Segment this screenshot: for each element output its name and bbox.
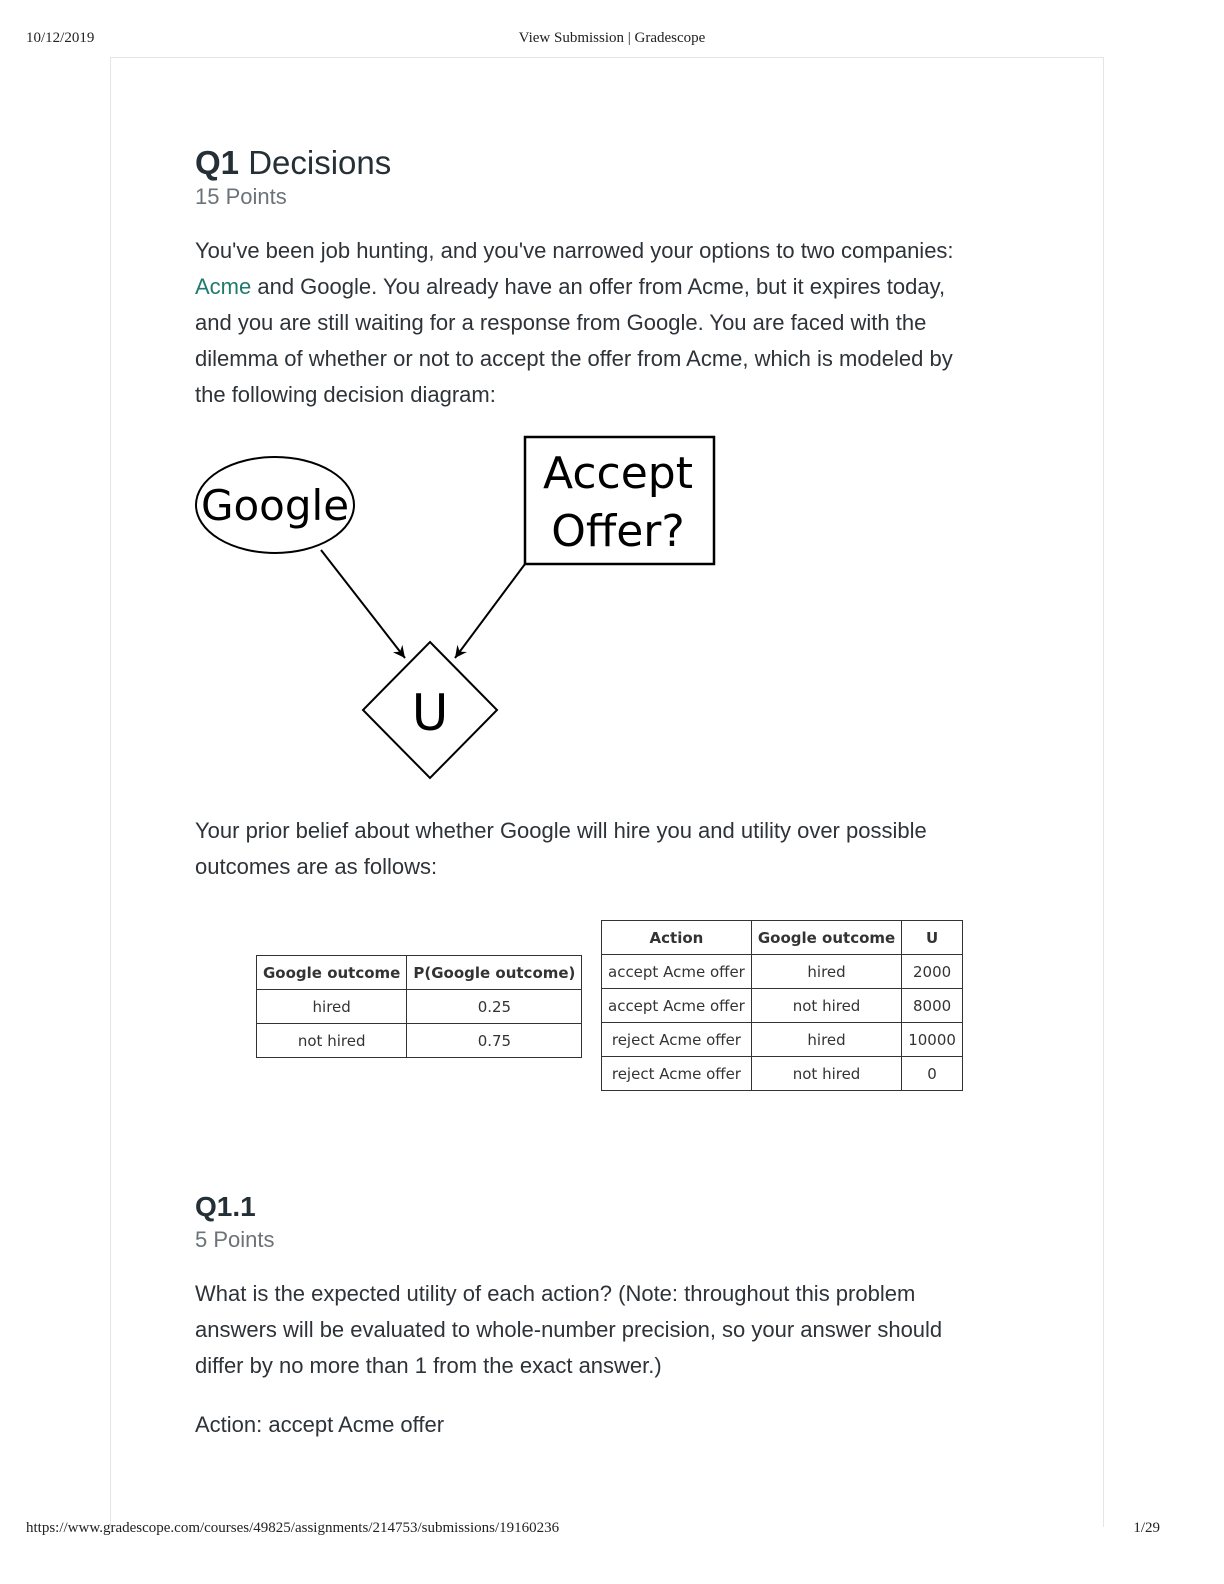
- column-header: Action: [602, 921, 752, 955]
- utility-table: [601, 920, 963, 1091]
- table-row: [602, 989, 963, 1023]
- column-header: U: [902, 921, 963, 955]
- offer-to-utility-arrow: [455, 564, 525, 658]
- table-cell: not hired: [751, 1057, 901, 1091]
- print-header: [0, 30, 1224, 50]
- table-row: [602, 1057, 963, 1091]
- action-label: Action: accept Acme offer: [195, 1412, 445, 1437]
- print-date: 10/12/2019: [26, 30, 95, 46]
- table-cell: 0.25: [407, 990, 582, 1024]
- probability-table: [256, 955, 582, 1058]
- subquestion-number: Q1.1: [195, 1191, 256, 1222]
- prior-belief-text: [195, 813, 1025, 885]
- acme-link[interactable]: Acme: [195, 274, 252, 299]
- table-row: [602, 1023, 963, 1057]
- google-to-utility-arrow: [321, 550, 405, 658]
- table-cell: not hired: [257, 1024, 407, 1058]
- table-cell: 0.75: [407, 1024, 582, 1058]
- intro-line: You've been job hunting, and you've narrowed your options to two companies:: [195, 238, 954, 263]
- prior-line: outcomes are as follows:: [195, 854, 438, 879]
- page-number: 1/29: [1133, 1520, 1160, 1536]
- intro-line: [195, 269, 1025, 305]
- intro-line: the following decision diagram:: [195, 382, 496, 407]
- subquestion-line: differ by no more than 1 from the exact answer.): [195, 1353, 662, 1378]
- print-page-title: View Submission | Gradescope: [518, 30, 706, 46]
- subquestion-line: answers will be evaluated to whole-number precision, so your answer should: [195, 1317, 943, 1342]
- table-cell: hired: [751, 955, 901, 989]
- table-cell: reject Acme offer: [602, 1023, 752, 1057]
- table-header-row: [602, 921, 963, 955]
- table-row: [257, 1024, 582, 1058]
- table-cell: 10000: [902, 1023, 963, 1057]
- google-node-label: Google: [200, 481, 350, 530]
- table-cell: 0: [902, 1057, 963, 1091]
- table-cell: hired: [751, 1023, 901, 1057]
- intro-line-rest: and Google. You already have an offer from Acme, but it expires today,: [251, 274, 946, 299]
- table-header-row: [257, 956, 582, 990]
- table-cell: accept Acme offer: [602, 955, 752, 989]
- subquestion-line: What is the expected utility of each action? (Note: throughout this problem: [195, 1281, 916, 1306]
- table-row: [602, 955, 963, 989]
- column-header: Google outcome: [257, 956, 407, 990]
- column-header: P(Google outcome): [407, 956, 582, 990]
- question-intro: [195, 233, 1025, 413]
- question-number: Q1: [195, 144, 240, 181]
- table-cell: accept Acme offer: [602, 989, 752, 1023]
- table-cell: reject Acme offer: [602, 1057, 752, 1091]
- print-url: https://www.gradescope.com/courses/49825/assignments/214753/submissions/19160236: [26, 1520, 560, 1536]
- table-row: [257, 990, 582, 1024]
- subquestion-text: [195, 1276, 1025, 1384]
- question-name: Decisions: [248, 144, 392, 181]
- table-cell: 8000: [902, 989, 963, 1023]
- intro-line: and you are still waiting for a response from Google. You are faced with the: [195, 310, 927, 335]
- prior-line: Your prior belief about whether Google will hire you and utility over possible: [195, 818, 927, 843]
- subquestion-points: 5 Points: [195, 1227, 275, 1252]
- decision-node-label-line2: Offer?: [551, 506, 685, 557]
- decision-node-label-line1: Accept: [543, 448, 693, 499]
- table-cell: hired: [257, 990, 407, 1024]
- decision-diagram: [195, 434, 755, 784]
- question-points: 15 Points: [195, 184, 287, 209]
- table-cell: 2000: [902, 955, 963, 989]
- question-title: [195, 144, 391, 182]
- submission-card: [110, 57, 1104, 1527]
- column-header: Google outcome: [751, 921, 901, 955]
- utility-node-label: U: [411, 684, 449, 742]
- table-cell: not hired: [751, 989, 901, 1023]
- intro-line: dilemma of whether or not to accept the offer from Acme, which is modeled by: [195, 346, 953, 371]
